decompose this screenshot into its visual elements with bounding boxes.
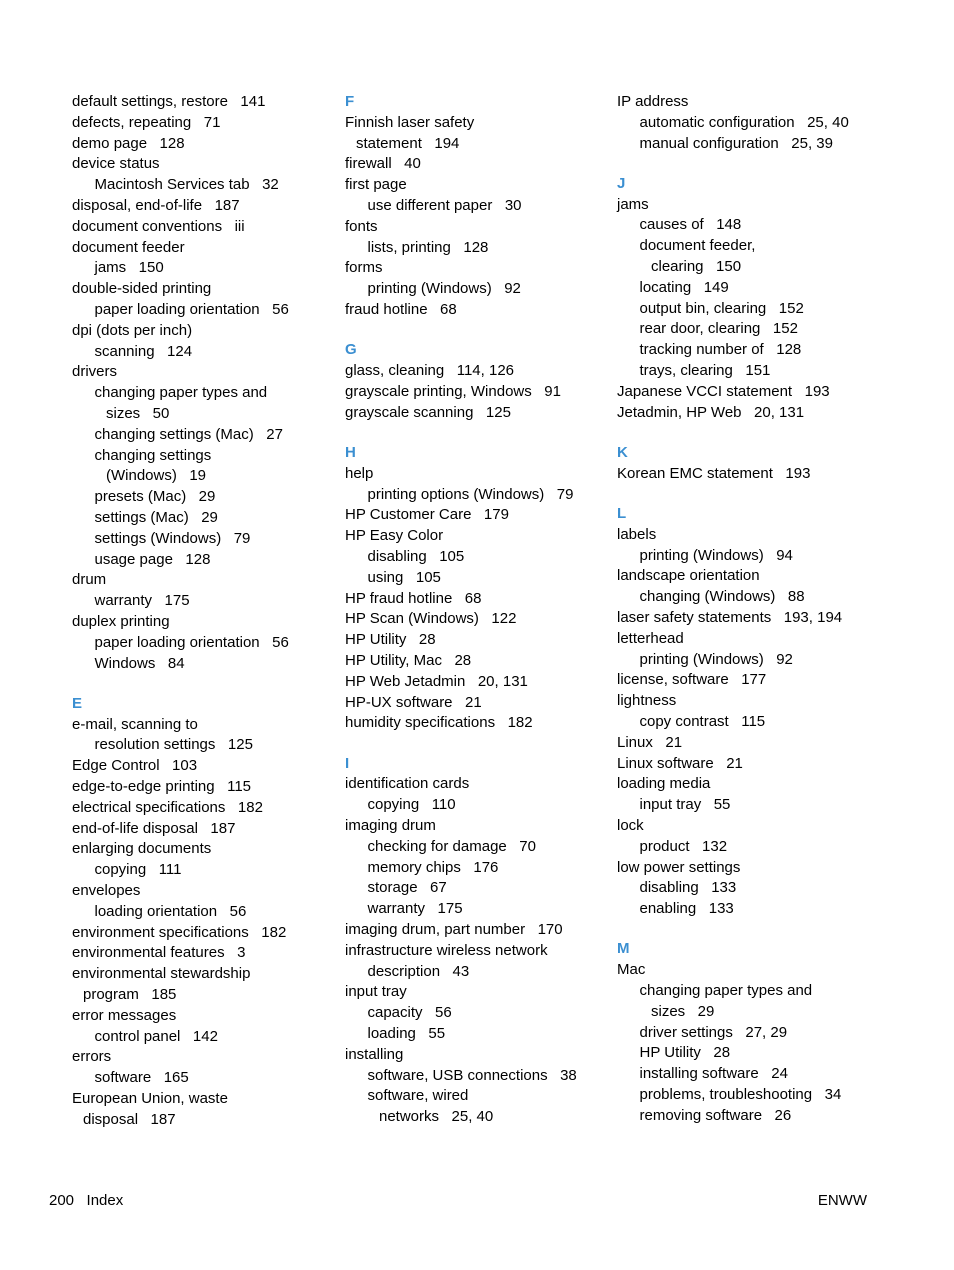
index-subentry: printing (Windows) 94 xyxy=(639,546,793,564)
index-entry: imaging drum xyxy=(345,817,436,834)
index-entry: drum xyxy=(72,571,107,589)
index-entry: grayscale printing, Windows 91 xyxy=(345,382,561,400)
index-entry: document feeder xyxy=(72,238,185,256)
index-entry: glass, cleaning 114, 126 xyxy=(345,362,515,380)
index-entry: dpi (dots per inch) xyxy=(72,321,193,339)
index-subentry: statement 194 xyxy=(356,134,460,152)
index-subentry: disposal 187 xyxy=(83,1110,176,1128)
page-footer-right: ENWW xyxy=(817,1192,867,1209)
index-subentry: sizes 29 xyxy=(651,1002,715,1020)
index-entry: license, software 177 xyxy=(617,671,767,689)
index-letter-heading: J xyxy=(617,174,626,192)
index-subentry: copying 111 xyxy=(94,861,182,879)
index-subentry: Windows 84 xyxy=(94,654,185,672)
index-letter-heading: L xyxy=(617,505,627,523)
index-entry: imaging drum, part number 170 xyxy=(345,920,563,938)
index-entry: environmental features 3 xyxy=(72,944,246,962)
index-entry: Korean EMC statement 193 xyxy=(617,464,811,482)
index-letter-heading: H xyxy=(345,443,356,461)
index-entry: Japanese VCCI statement 193 xyxy=(617,382,830,400)
index-subentry: capacity 56 xyxy=(367,1004,452,1022)
index-entry: HP Utility 28 xyxy=(345,631,436,649)
index-entry: fraud hotline 68 xyxy=(345,300,457,318)
index-subentry: storage 67 xyxy=(367,879,447,897)
index-subentry: settings (Mac) 29 xyxy=(94,508,218,526)
index-entry: envelopes xyxy=(72,881,141,899)
index-subentry: program 185 xyxy=(83,985,177,1003)
index-entry: HP Web Jetadmin 20, 131 xyxy=(345,672,528,690)
index-subentry: warranty 175 xyxy=(367,900,463,918)
index-entry: demo page 128 xyxy=(72,134,185,152)
index-subentry: using 105 xyxy=(367,568,441,586)
index-subentry: paper loading orientation 56 xyxy=(94,633,289,651)
index-entry: HP Easy Color xyxy=(345,527,444,545)
index-entry: forms xyxy=(345,259,383,277)
index-entry: fonts xyxy=(345,217,378,235)
index-entry: document conventions iii xyxy=(72,217,245,235)
index-subentry: settings (Windows) 79 xyxy=(94,529,251,547)
index-entry: edge-to-edge printing 115 xyxy=(72,778,252,795)
index-entry: HP fraud hotline 68 xyxy=(345,589,482,607)
index-subentry: control panel 142 xyxy=(94,1027,218,1045)
index-subentry: driver settings 27, 29 xyxy=(639,1023,788,1041)
index-entry: identification cards xyxy=(345,775,470,793)
index-subentry: loading orientation 56 xyxy=(94,902,247,920)
index-letter-heading: G xyxy=(345,341,357,359)
index-subentry: disabling 105 xyxy=(367,547,465,565)
index-subentry: copying 110 xyxy=(367,796,456,814)
index-subentry: use different paper 30 xyxy=(367,196,522,214)
index-subentry: copy contrast 115 xyxy=(639,713,766,731)
index-entry: electrical specifications 182 xyxy=(72,798,263,816)
index-subentry: manual configuration 25, 39 xyxy=(639,134,833,152)
index-entry: drivers xyxy=(72,363,118,381)
index-subentry: printing options (Windows) 79 xyxy=(367,485,574,503)
index-subentry: enabling 133 xyxy=(639,900,734,918)
index-subentry: (Windows) 19 xyxy=(106,467,207,485)
index-entry: environmental stewardship xyxy=(72,965,251,983)
index-subentry: presets (Mac) 29 xyxy=(94,488,216,506)
index-subentry: locating 149 xyxy=(639,278,729,296)
index-entry: Jetadmin, HP Web 20, 131 xyxy=(617,403,805,421)
index-subentry: automatic configuration 25, 40 xyxy=(639,113,849,131)
index-entry: firewall 40 xyxy=(345,155,421,173)
index-subentry: jams 150 xyxy=(94,259,164,277)
index-entry: e-mail, scanning to xyxy=(72,715,198,733)
index-letter-heading: F xyxy=(345,93,355,110)
index-entry: device status xyxy=(72,155,160,173)
index-entry: loading media xyxy=(617,775,711,793)
index-subentry: problems, troubleshooting 34 xyxy=(639,1086,842,1104)
index-entry: labels xyxy=(617,525,657,543)
index-subentry: scanning 124 xyxy=(94,342,193,360)
index-entry: duplex printing xyxy=(72,612,170,630)
index-entry: error messages xyxy=(72,1006,177,1024)
index-subentry: software 165 xyxy=(94,1069,189,1087)
index-entry: humidity specifications 182 xyxy=(345,714,533,732)
index-entry: HP Customer Care 179 xyxy=(345,506,509,524)
index-subentry: disabling 133 xyxy=(639,879,737,897)
index-entry: jams xyxy=(617,195,649,213)
index-entry: landscape orientation xyxy=(617,567,760,585)
index-subentry: sizes 50 xyxy=(106,404,170,422)
index-subentry: resolution settings 125 xyxy=(94,736,253,754)
index-column-1 xyxy=(72,92,322,1131)
index-subentry: usage page 128 xyxy=(94,550,211,568)
index-subentry: output bin, clearing 152 xyxy=(639,299,804,317)
index-subentry: tracking number of 128 xyxy=(639,341,802,359)
index-subentry: product 132 xyxy=(639,837,728,855)
index-subentry: warranty 175 xyxy=(94,592,190,610)
index-subentry: Macintosh Services tab 32 xyxy=(94,176,279,194)
index-subentry: removing software 26 xyxy=(639,1106,792,1124)
index-subentry: memory chips 176 xyxy=(367,858,499,876)
index-entry: enlarging documents xyxy=(72,840,212,858)
index-entry: lock xyxy=(617,817,644,834)
page-footer-left: 200 Index xyxy=(49,1192,124,1209)
index-subentry: printing (Windows) 92 xyxy=(639,650,793,668)
index-subentry: causes of 148 xyxy=(639,216,742,234)
index-letter-heading: K xyxy=(617,443,628,461)
index-subentry: changing paper types and xyxy=(639,982,813,1000)
index-subentry: changing (Windows) 88 xyxy=(639,588,805,606)
index-entry: Linux software 21 xyxy=(617,754,743,772)
index-subentry: checking for damage 70 xyxy=(367,837,536,855)
index-subentry: software, wired xyxy=(367,1087,469,1105)
index-entry: grayscale scanning 125 xyxy=(345,403,511,421)
index-entry: input tray xyxy=(345,983,407,1001)
index-entry: end-of-life disposal 187 xyxy=(72,819,236,837)
index-entry: Mac xyxy=(617,961,646,979)
index-entry: defects, repeating 71 xyxy=(72,113,221,131)
index-subentry: rear door, clearing 152 xyxy=(639,320,798,338)
index-entry: European Union, waste xyxy=(72,1089,228,1107)
index-entry: letterhead xyxy=(617,629,684,647)
index-letter-heading: E xyxy=(72,694,83,712)
index-letter-heading: I xyxy=(345,754,350,772)
index-column-2 xyxy=(345,92,605,1128)
index-subentry: installing software 24 xyxy=(639,1065,788,1083)
index-subentry: input tray 55 xyxy=(639,796,731,814)
index-entry: Finnish laser safety xyxy=(345,113,475,131)
index-entry: environment specifications 182 xyxy=(72,923,287,941)
index-entry: installing xyxy=(345,1045,404,1063)
index-subentry: clearing 150 xyxy=(651,258,742,276)
index-subentry: trays, clearing 151 xyxy=(639,362,771,380)
index-entry: default settings, restore 141 xyxy=(72,93,266,110)
index-subentry: changing settings xyxy=(94,446,212,464)
index-entry: HP-UX software 21 xyxy=(345,693,482,711)
index-subentry: document feeder, xyxy=(639,237,756,255)
index-subentry: networks 25, 40 xyxy=(379,1108,494,1126)
index-entry: infrastructure wireless network xyxy=(345,941,548,959)
index-entry: low power settings xyxy=(617,858,741,876)
index-entry: errors xyxy=(72,1048,112,1066)
index-column-3 xyxy=(617,92,877,1127)
index-letter-heading: M xyxy=(617,940,630,958)
index-subentry: paper loading orientation 56 xyxy=(94,300,289,318)
index-subentry: changing settings (Mac) 27 xyxy=(94,425,283,443)
index-entry: HP Utility, Mac 28 xyxy=(345,651,472,669)
index-entry: disposal, end-of-life 187 xyxy=(72,196,240,214)
index-entry: lightness xyxy=(617,692,677,710)
index-entry: IP address xyxy=(617,93,689,110)
index-entry: help xyxy=(345,464,374,482)
index-entry: first page xyxy=(345,176,407,194)
index-subentry: printing (Windows) 92 xyxy=(367,280,521,298)
index-subentry: HP Utility 28 xyxy=(639,1044,731,1062)
index-entry: laser safety statements 193, 194 xyxy=(617,609,843,627)
index-subentry: changing paper types and xyxy=(94,384,268,402)
index-entry: double-sided printing xyxy=(72,280,212,298)
index-entry: Linux 21 xyxy=(617,733,683,751)
index-subentry: loading 55 xyxy=(367,1024,446,1042)
index-subentry: lists, printing 128 xyxy=(367,238,489,256)
index-subentry: description 43 xyxy=(367,962,470,980)
index-entry: HP Scan (Windows) 122 xyxy=(345,610,517,628)
index-subentry: software, USB connections 38 xyxy=(367,1066,577,1084)
index-entry: Edge Control 103 xyxy=(72,757,198,775)
